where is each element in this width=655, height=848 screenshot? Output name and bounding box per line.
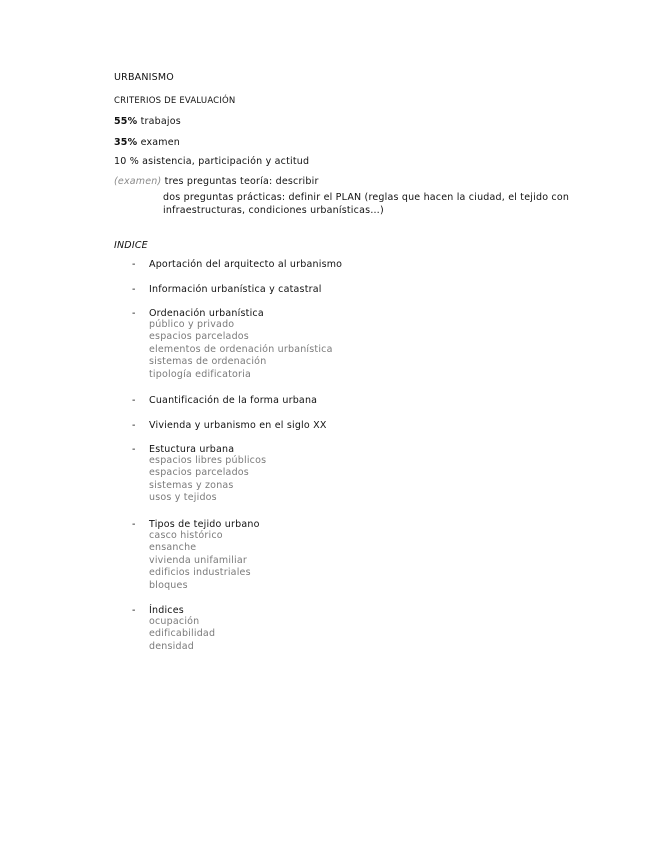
- index-subitem: espacios parcelados: [149, 467, 249, 479]
- index-subitem: ocupación: [149, 616, 200, 627]
- index-item-label: Índices: [149, 605, 184, 616]
- index-item-body: [149, 259, 342, 270]
- index-item-label: Cuantificación de la forma urbana: [149, 395, 318, 406]
- criteria-heading: CRITERIOS DE EVALUACIÓN: [114, 96, 236, 106]
- exam-practice-line-2: infraestructuras, condiciones urbanísticas…): [163, 205, 384, 216]
- index-subitem: sistemas de ordenación: [149, 356, 267, 368]
- bullet-dash: -: [132, 420, 136, 431]
- criteria-percent: 35%: [114, 137, 138, 148]
- bullet-dash: -: [132, 284, 136, 295]
- exam-practice-line-1: dos preguntas prácticas: definir el PLAN (reglas que hacen la ciudad, el tejido con: [163, 192, 570, 203]
- index-subitems: [149, 530, 260, 592]
- bullet-dash: -: [132, 259, 136, 270]
- index-subitem: edificabilidad: [149, 628, 216, 640]
- bullet-dash: -: [132, 444, 136, 455]
- index-subitem: bloques: [149, 579, 188, 591]
- index-item-label: Aportación del arquitecto al urbanismo: [149, 259, 343, 270]
- index-subitem: tipología edificatoria: [149, 368, 252, 380]
- criteria-percent: 55%: [114, 116, 138, 127]
- criteria-percent: 10 %: [114, 156, 139, 167]
- criteria-text: asistencia, participación y actitud: [138, 156, 310, 167]
- index-item-label: Ordenación urbanística: [149, 308, 264, 319]
- index-item-label: Información urbanística y catastral: [149, 284, 322, 295]
- bullet-dash: -: [132, 519, 136, 530]
- bullet-dash: -: [132, 395, 136, 406]
- bullet-dash: -: [132, 308, 136, 319]
- exam-label: (examen): [114, 176, 162, 187]
- index-item-body: [149, 420, 327, 431]
- index-item-body: [149, 395, 317, 406]
- index-subitems: [149, 319, 333, 381]
- index-subitem: vivienda unifamiliar: [149, 554, 248, 566]
- criteria-item-trabajos: [114, 116, 181, 127]
- criteria-item-examen: [114, 137, 180, 148]
- index-item-label: Estuctura urbana: [149, 444, 235, 455]
- index-item-body: [149, 308, 333, 381]
- index-subitem: público y privado: [149, 319, 235, 330]
- criteria-text: trabajos: [137, 116, 181, 127]
- index-subitem: espacios libres públicos: [149, 455, 267, 466]
- criteria-text: examen: [137, 137, 181, 148]
- index-item-label: Tipos de tejido urbano: [149, 519, 260, 530]
- index-subitem: usos y tejidos: [149, 492, 217, 504]
- index-subitem: sistemas y zonas: [149, 479, 234, 491]
- document-title: URBANISMO: [114, 72, 174, 83]
- bullet-dash: -: [132, 605, 136, 616]
- index-subitem: casco histórico: [149, 530, 223, 541]
- index-item-body: [149, 444, 266, 505]
- criteria-item-asistencia: [114, 156, 309, 167]
- exam-theory-line: [114, 176, 319, 187]
- exam-theory: tres preguntas teoría: describir: [161, 176, 319, 187]
- index-subitem: ensanche: [149, 542, 197, 554]
- index-subitem: espacios parcelados: [149, 331, 249, 343]
- index-item-body: [149, 519, 260, 592]
- index-subitems: [149, 455, 266, 505]
- index-item-body: [149, 284, 322, 295]
- index-subitems: [149, 616, 215, 653]
- index-subitem: densidad: [149, 640, 194, 652]
- index-subitem: elementos de ordenación urbanística: [149, 343, 333, 355]
- index-title: INDICE: [114, 240, 148, 251]
- index-item-label: Vivienda y urbanismo en el siglo XX: [149, 420, 327, 431]
- index-item-body: [149, 605, 215, 653]
- index-subitem: edificios industriales: [149, 567, 251, 579]
